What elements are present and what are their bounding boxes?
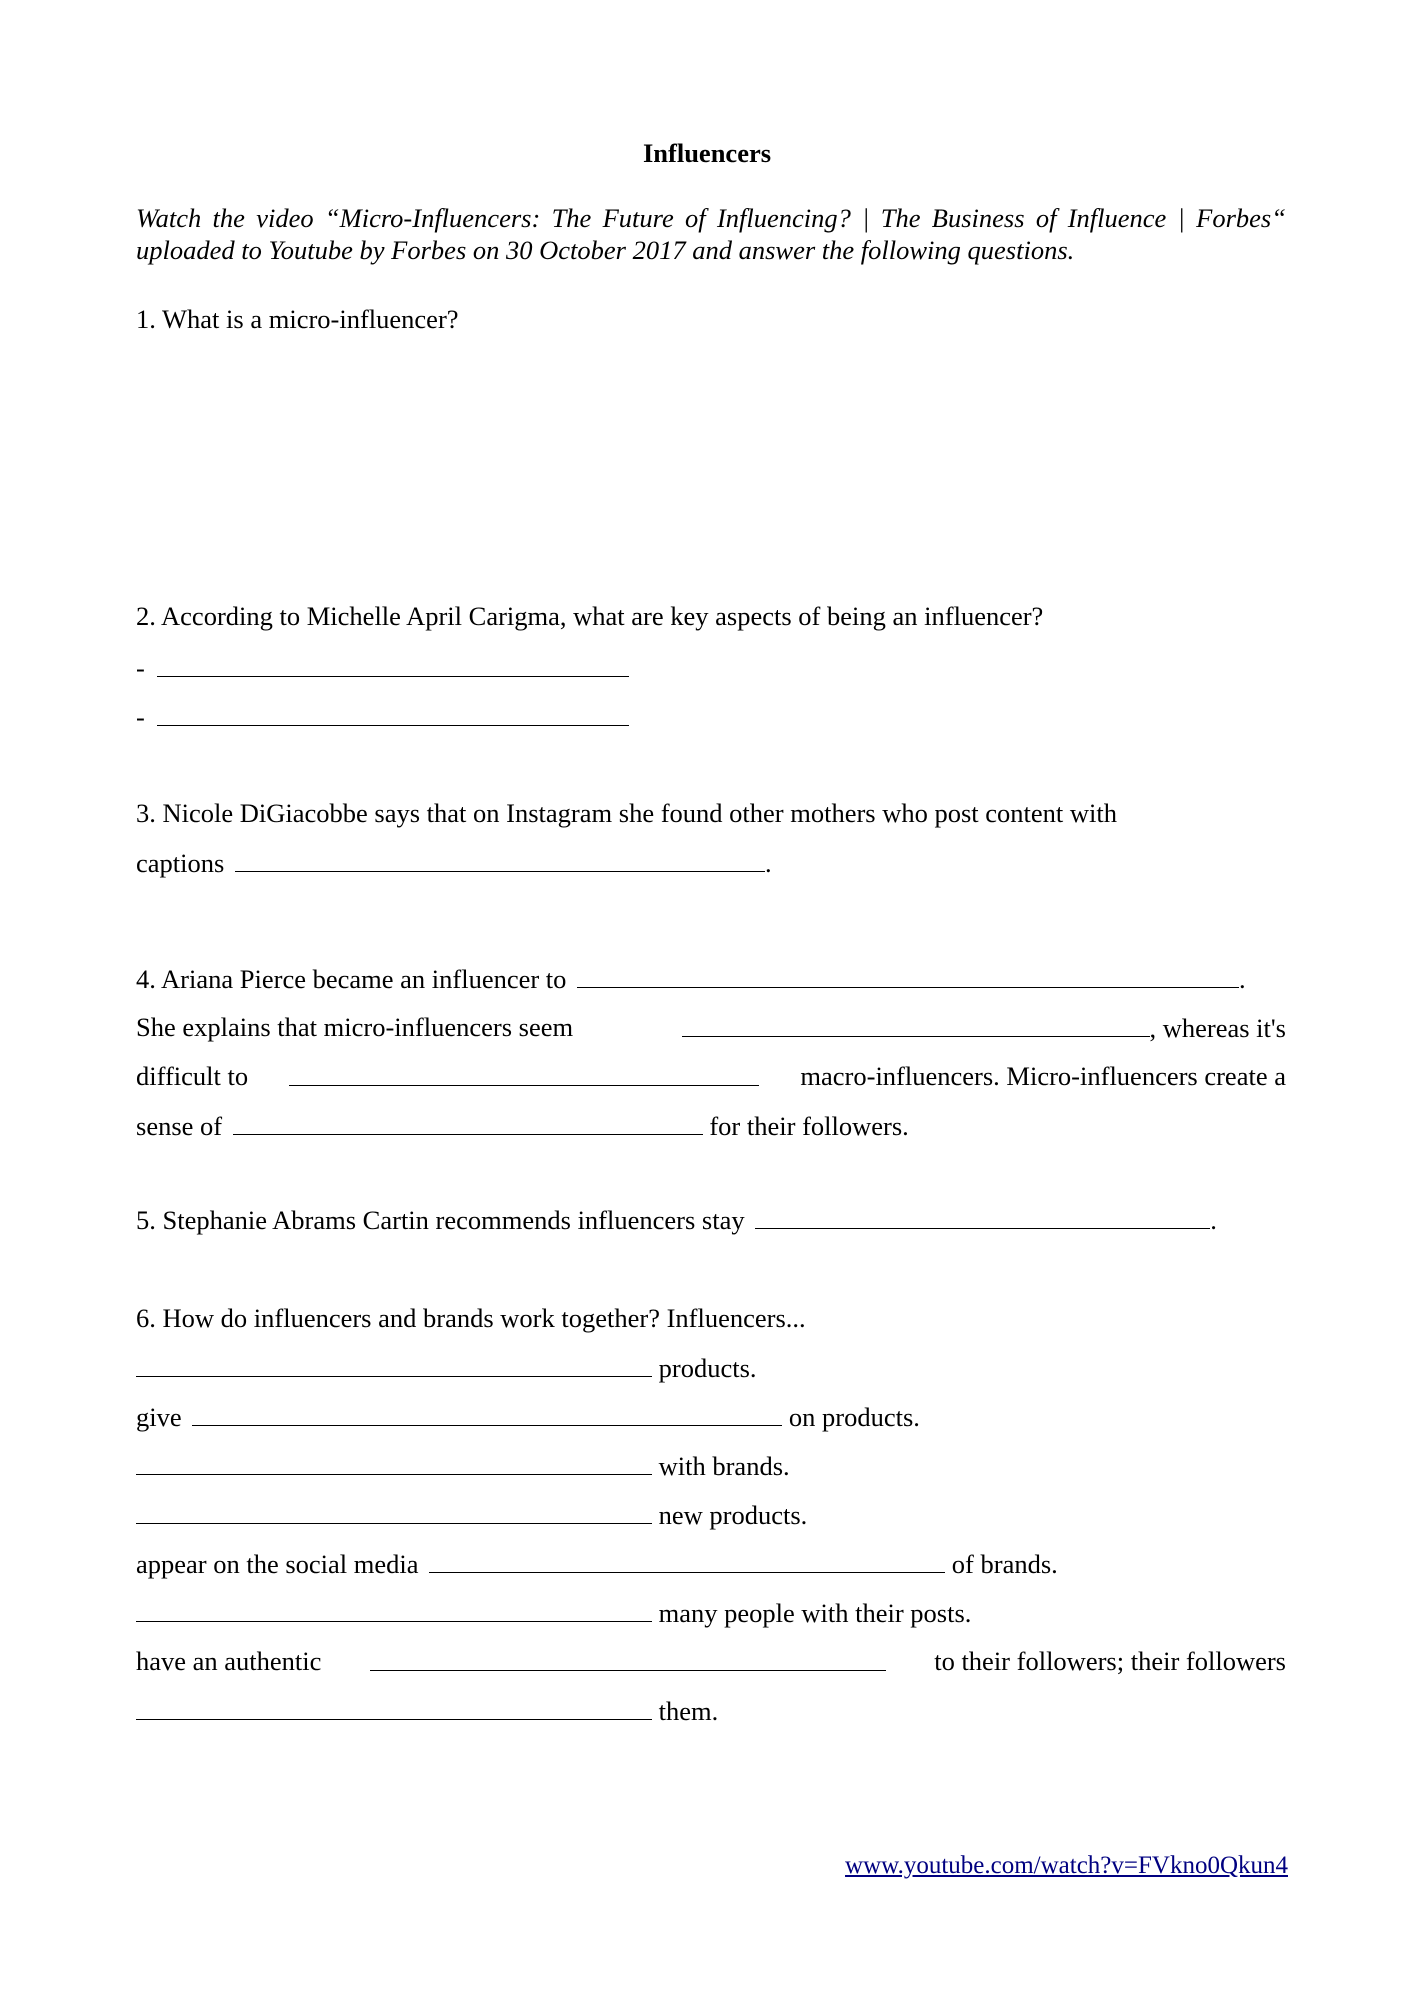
q4-line1-period: . — [1239, 964, 1246, 994]
q4-blank-3[interactable] — [289, 1063, 759, 1086]
q6-line4-suffix: new products. — [658, 1500, 808, 1530]
q4-line3-text: difficult to — [136, 1061, 249, 1091]
question-1: 1. What is a micro-influencer? — [136, 304, 459, 334]
q6-line2-suffix: on products. — [788, 1402, 920, 1432]
q6-line5-prefix: appear on the social media — [136, 1549, 419, 1579]
q4-line2-answer — [682, 1014, 1287, 1042]
q6-blank-5[interactable] — [429, 1550, 945, 1573]
q6-line1-suffix: products. — [658, 1353, 757, 1383]
q5-period: . — [1210, 1205, 1217, 1235]
question-4-line-1 — [136, 965, 1246, 993]
q3-captions-label: captions — [136, 848, 225, 878]
q6-line8-suffix: them. — [658, 1696, 719, 1726]
question-4-line-4 — [136, 1112, 909, 1140]
q6-line-3 — [136, 1452, 790, 1480]
q6-line6-suffix: many people with their posts. — [658, 1598, 972, 1628]
q3-blank[interactable] — [235, 849, 765, 872]
q4-line2-suffix: , whereas it's — [1149, 1013, 1286, 1043]
q2-dash: - — [136, 702, 145, 732]
question-5 — [136, 1206, 1217, 1234]
question-2: 2. According to Michelle April Carigma, what are key aspects of being an influencer? — [136, 601, 1044, 631]
q3-period: . — [764, 848, 772, 878]
q6-blank-4[interactable] — [136, 1501, 652, 1524]
q6-line3-suffix: with brands. — [658, 1451, 790, 1481]
q6-line2-prefix: give — [136, 1402, 182, 1432]
q6-line5-suffix: of brands. — [951, 1549, 1058, 1579]
q6-line-2 — [136, 1403, 920, 1431]
q5-blank[interactable] — [755, 1206, 1210, 1229]
q6-blank-8[interactable] — [136, 1697, 652, 1720]
q6-blank-2[interactable] — [192, 1403, 782, 1426]
q6-line-1 — [136, 1354, 757, 1382]
question-4-line-2 — [136, 1014, 1286, 1042]
q4-line4-suffix: for their followers. — [709, 1111, 909, 1141]
q6-line-4 — [136, 1501, 807, 1529]
q5-text: 5. Stephanie Abrams Cartin recommends influencers stay — [136, 1205, 745, 1235]
q4-line2-text: She explains that micro-influencers seem — [136, 1012, 574, 1042]
q4-line3-suffix: macro-influencers. Micro-influencers create a — [800, 1061, 1286, 1091]
q2-dash: - — [136, 653, 145, 683]
q4-line1-text: 4. Ariana Pierce became an influencer to — [136, 964, 567, 994]
q6-line7-suffix: to their followers; their followers — [934, 1646, 1286, 1676]
q6-line-6 — [136, 1599, 971, 1627]
q6-line-7 — [136, 1648, 1286, 1675]
q2-blank-1[interactable] — [157, 654, 629, 677]
video-link[interactable]: www.youtube.com/watch?v=FVkno0Qkun4 — [845, 1852, 1288, 1879]
worksheet-title: Influencers — [642, 138, 772, 168]
question-6: 6. How do influencers and brands work together? Influencers... — [136, 1303, 806, 1333]
q4-blank-1[interactable] — [577, 965, 1239, 988]
q4-blank-4[interactable] — [233, 1112, 703, 1135]
question-3-line-2 — [136, 849, 772, 877]
q2-answer-line-1[interactable] — [136, 654, 629, 682]
q6-blank-7[interactable] — [370, 1648, 886, 1671]
q6-blank-6[interactable] — [136, 1599, 652, 1622]
q6-blank-1[interactable] — [136, 1354, 652, 1377]
q6-line7-prefix: have an authentic — [136, 1646, 322, 1676]
q2-blank-2[interactable] — [157, 703, 629, 726]
question-3-line-1 — [136, 800, 1286, 827]
q2-answer-line-2[interactable] — [136, 703, 629, 731]
q3-text: 3. Nicole DiGiacobbe says that on Instagram she found other mothers who post content with — [136, 798, 1118, 828]
q4-line4-text: sense of — [136, 1111, 223, 1141]
q6-line-5 — [136, 1550, 1058, 1578]
q4-blank-2[interactable] — [682, 1014, 1150, 1037]
q6-line-8 — [136, 1697, 718, 1725]
q6-blank-3[interactable] — [136, 1452, 652, 1475]
instructions: Watch the video “Micro-Influencers: The Future of Influencing? | The Business of Influence | Forbes“ uploaded to Youtube by Forbes on 30 October 2017 and answer the following questions. — [136, 203, 1286, 265]
question-4-line-3 — [136, 1063, 1286, 1090]
